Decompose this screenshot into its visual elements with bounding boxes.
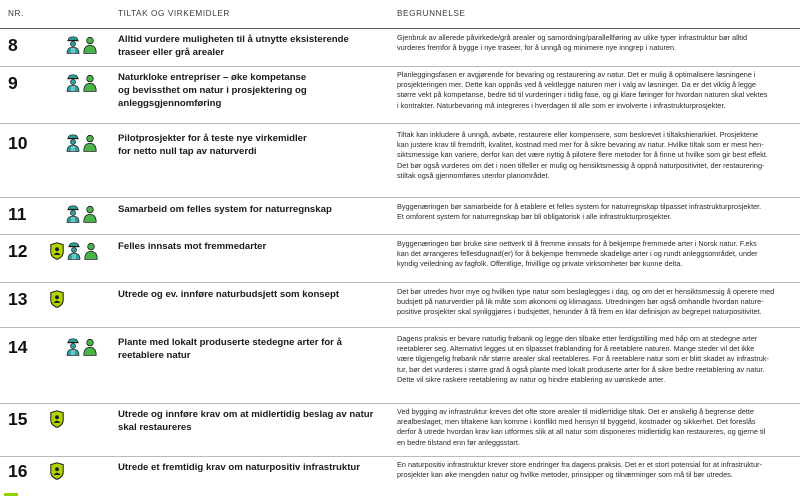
header-tiltak: TILTAK OG VIRKEMIDLER	[118, 9, 230, 18]
person-icon	[83, 74, 97, 92]
measure-title	[118, 203, 383, 216]
infrastructure-person-icon	[66, 338, 80, 356]
measure-title-line: Utrede et fremtidig krav om naturpositiv infrastruktur	[118, 462, 361, 473]
government-shield-icon	[50, 290, 64, 308]
measure-description-line: siktsmessige kan variere, derfor kan det være nyttig å pilotere flere metoder for å finne ut hvilke som gir best effekt.	[397, 150, 768, 160]
measure-title	[118, 408, 398, 434]
government-shield-icon	[50, 462, 64, 480]
measure-description-line: Tiltak kan inkludere å unngå, avbøte, restaurere eller kompensere, som beskrevet i tiltakshierarkiet. Prosjektene	[397, 130, 759, 139]
measure-description	[397, 70, 792, 111]
measure-description-line: en bedre tilstand enn før anleggsstart.	[397, 437, 520, 447]
measure-description-line: i kontrakter. Naturbevaring må integreres i hverdagen til alle som er involverte i infrastrukturprosjekter.	[397, 100, 726, 110]
measure-description	[397, 287, 792, 318]
measure-number: 8	[8, 35, 18, 55]
table-row	[0, 123, 800, 198]
measure-title-line: Alltid vurdere muligheten til å utnytte eksisterende	[118, 34, 349, 45]
person-icon	[83, 134, 97, 152]
stakeholder-icons	[50, 242, 98, 260]
measure-title	[118, 240, 383, 253]
infrastructure-person-icon	[67, 242, 81, 260]
measure-description	[397, 202, 792, 222]
measure-title-line: Samarbeid om felles system for naturregnskap	[118, 204, 332, 215]
measure-title-line: Plante med lokalt produserte stedegne arter for å	[118, 337, 342, 348]
measure-title-line: Utrede og ev. innføre naturbudsjett som konsept	[118, 289, 340, 300]
measure-description	[397, 407, 792, 448]
measure-description-line: Dette vil sikre raskere reetablering av natur og hindre etablering av uønskede arter.	[397, 374, 666, 384]
measure-number: 13	[8, 289, 28, 309]
header-nr: NR.	[8, 9, 24, 18]
measure-description-line: Dagens praksis er bevare naturlig frøbank og legge den tilbake etter ferdigstilling med håp om at stedegne arter	[397, 334, 758, 343]
measure-number: 11	[8, 204, 27, 224]
government-shield-icon	[50, 410, 64, 428]
measure-title	[118, 132, 383, 158]
person-icon	[83, 36, 97, 54]
infrastructure-person-icon	[66, 74, 80, 92]
measure-description-line: tur, bør det vurderes i større grad å også plante med lokalt produserte arter for å sikre bedre reetablering av natur.	[397, 364, 765, 374]
measure-number: 12	[8, 241, 28, 261]
measure-description-line: Planleggingsfasen er avgjørende for bevaring og restaurering av natur. Det er mulig å optimalisere løsningene i	[397, 70, 756, 79]
measure-description-line: Et omforent system for naturregnskap bør bli obligatorisk i alle infrastrukturprosjekter.	[397, 212, 672, 222]
measure-description-line: Det bør utredes hvor mye og hvilken type natur som beslaglegges i dag, og om det er hensiktsmessig å operere med	[397, 287, 775, 296]
measure-title-line: Felles innsats mot fremmedarter	[118, 241, 267, 252]
table-row	[0, 28, 800, 67]
measure-number: 15	[8, 409, 28, 429]
measure-title	[118, 33, 383, 59]
infrastructure-person-icon	[66, 205, 80, 223]
measure-description-line: være tilgjengelig frøbank når større arealer skal reetableres. For å reetablere natur som er blitt skadet av infrastruk-	[397, 354, 769, 364]
measure-description-line: budsjett på naturverdier på lik måte som økonomi og klimagass. Utredningen bør også omhandle hvordan nature-	[397, 297, 764, 307]
measure-number: 10	[8, 133, 28, 153]
measure-title-line: traseer eller grå arealer	[118, 47, 225, 58]
measure-description	[397, 33, 792, 53]
measure-description-line: positive prosjekter skal synliggjøres i budsjettet, herunder å få frem en klar definisjon av begrepet naturpositivitet.	[397, 307, 762, 317]
stakeholder-icons	[66, 36, 97, 54]
measure-title	[118, 71, 383, 110]
header-begrunnelse: BEGRUNNELSE	[397, 9, 466, 18]
measure-description-line: Ved bygging av infrastruktur kreves det ofte store arealer til midlertidige tiltak. Det er ønskelig å begrense dette	[397, 407, 754, 416]
measure-title	[118, 461, 398, 474]
measure-number: 16	[8, 461, 28, 481]
measure-title-line: for netto null tap av naturverdi	[118, 146, 257, 157]
measure-description-line: Det bør også vurderes om det i noen tilfeller er mulig og hensiktsmessig å oppnå naturpositivitet, der restaurering-	[397, 160, 765, 170]
measure-description-line: derfor å utrede hvordan krav kan utformes slik at all natur som disponeres midlertidig kan restaureres, og gjerne til	[397, 427, 766, 437]
table-row	[0, 282, 800, 328]
measure-title-line: og bevissthet om natur i prosjektering og	[118, 85, 307, 96]
person-icon	[83, 205, 97, 223]
stakeholder-icons	[66, 74, 97, 92]
infrastructure-person-icon	[66, 36, 80, 54]
measure-title-line: Utrede og innføre krav om at midlertidig beslag av natur	[118, 409, 374, 420]
infrastructure-person-icon	[66, 134, 80, 152]
measure-description	[397, 460, 792, 480]
measure-description	[397, 130, 792, 181]
measure-title-line: Pilotprosjekter for å teste nye virkemidler	[118, 133, 307, 144]
measure-title	[118, 288, 383, 301]
table-row	[0, 197, 800, 235]
measure-description-line: Gjenbruk av allerede påvirkede/grå arealer og samordning/parallellføring av ulike typer infrastruktur bør alltid	[397, 33, 748, 42]
measure-description-line: vurderes fremfor å bygge i nye traseer, for å unngå og minimere nye inngrep i naturen.	[397, 43, 677, 53]
stakeholder-icons	[66, 205, 97, 223]
table-row	[0, 403, 800, 457]
footer-accent-bar	[4, 493, 18, 496]
measure-description-line: kan justere krav til fremdrift, kvalitet, kostnad med mer for å sikre bevaring av natur. Hvilke tiltak som er mest hen-	[397, 140, 764, 150]
table-row	[0, 66, 800, 124]
measure-description-line: arealbeslaget, men tiltakene kan komme i konflikt med hensyn til byggetid, kostnader og sikkerhet. Det foreslås	[397, 417, 756, 427]
measure-number: 14	[8, 337, 28, 357]
stakeholder-icons	[50, 290, 64, 308]
table-row	[0, 456, 800, 491]
measure-description-line: stiltak også gjennomføres utenfor planområdet.	[397, 170, 550, 180]
stakeholder-icons	[66, 134, 97, 152]
measure-description-line: kan det arrangeres fellesdugnad(er) for å bekjempe fremmede skadelige arter i og rundt anleggsområdet, under	[397, 249, 758, 259]
measure-number: 9	[8, 73, 18, 93]
measure-title-line: skal restaureres	[118, 422, 192, 433]
stakeholder-icons	[50, 410, 64, 428]
measure-description-line: En naturpositiv infrastruktur krever store endringer fra dagens praksis. Det er et stort potensial for at infrastruktur-	[397, 460, 763, 469]
person-icon	[83, 338, 97, 356]
table-row	[0, 327, 800, 404]
measure-title-line: anleggsgjennomføring	[118, 98, 222, 109]
measure-title-line: Naturkloke entreprisеr – øke kompetanse	[118, 72, 307, 83]
person-icon	[84, 242, 98, 260]
table-row	[0, 234, 800, 283]
measure-title	[118, 336, 383, 362]
measure-description-line: prosjekter kan øke mengden natur og hvilke metoder, prinsipper og tilnærminger som må til bør utredes.	[397, 470, 733, 480]
stakeholder-icons	[66, 338, 97, 356]
government-shield-icon	[50, 242, 64, 260]
stakeholder-icons	[50, 462, 64, 480]
measure-description-line: prosjekteringen mer. Dette kan oppnås ved å vektlegge naturen mer i valg av løsninger. Da er det viktig å legge	[397, 80, 756, 90]
table-header	[0, 0, 800, 29]
measure-title-line: reetablere natur	[118, 350, 191, 361]
measure-description	[397, 334, 792, 385]
measure-description-line: reetablerer seg. Alternativt legges ut en tilpasset frøblanding for å reetablere naturen. Mange steder vil det ikke	[397, 344, 755, 354]
measure-description-line: Byggenæringen bør samarbeide for å etablere et felles system for naturregnskap tilpasset infrastrukturprosjekter.	[397, 202, 762, 211]
measure-description-line: kyndig veiledning av fagfolk. Offentlige, frivillige og private virksomheter bør kunne delta.	[397, 259, 683, 269]
measure-description	[397, 239, 792, 270]
measure-description-line: Byggenæringen bør bruke sine nettverk til å fremme innsats for å bekjempe fremmede arter i Norsk natur. F.eks	[397, 239, 757, 248]
measure-description-line: større vekt på kompetanse, bedre tid til vurderinger i tidlig fase, og gi klare føringer for hvordan naturen skal vektes	[397, 90, 768, 100]
